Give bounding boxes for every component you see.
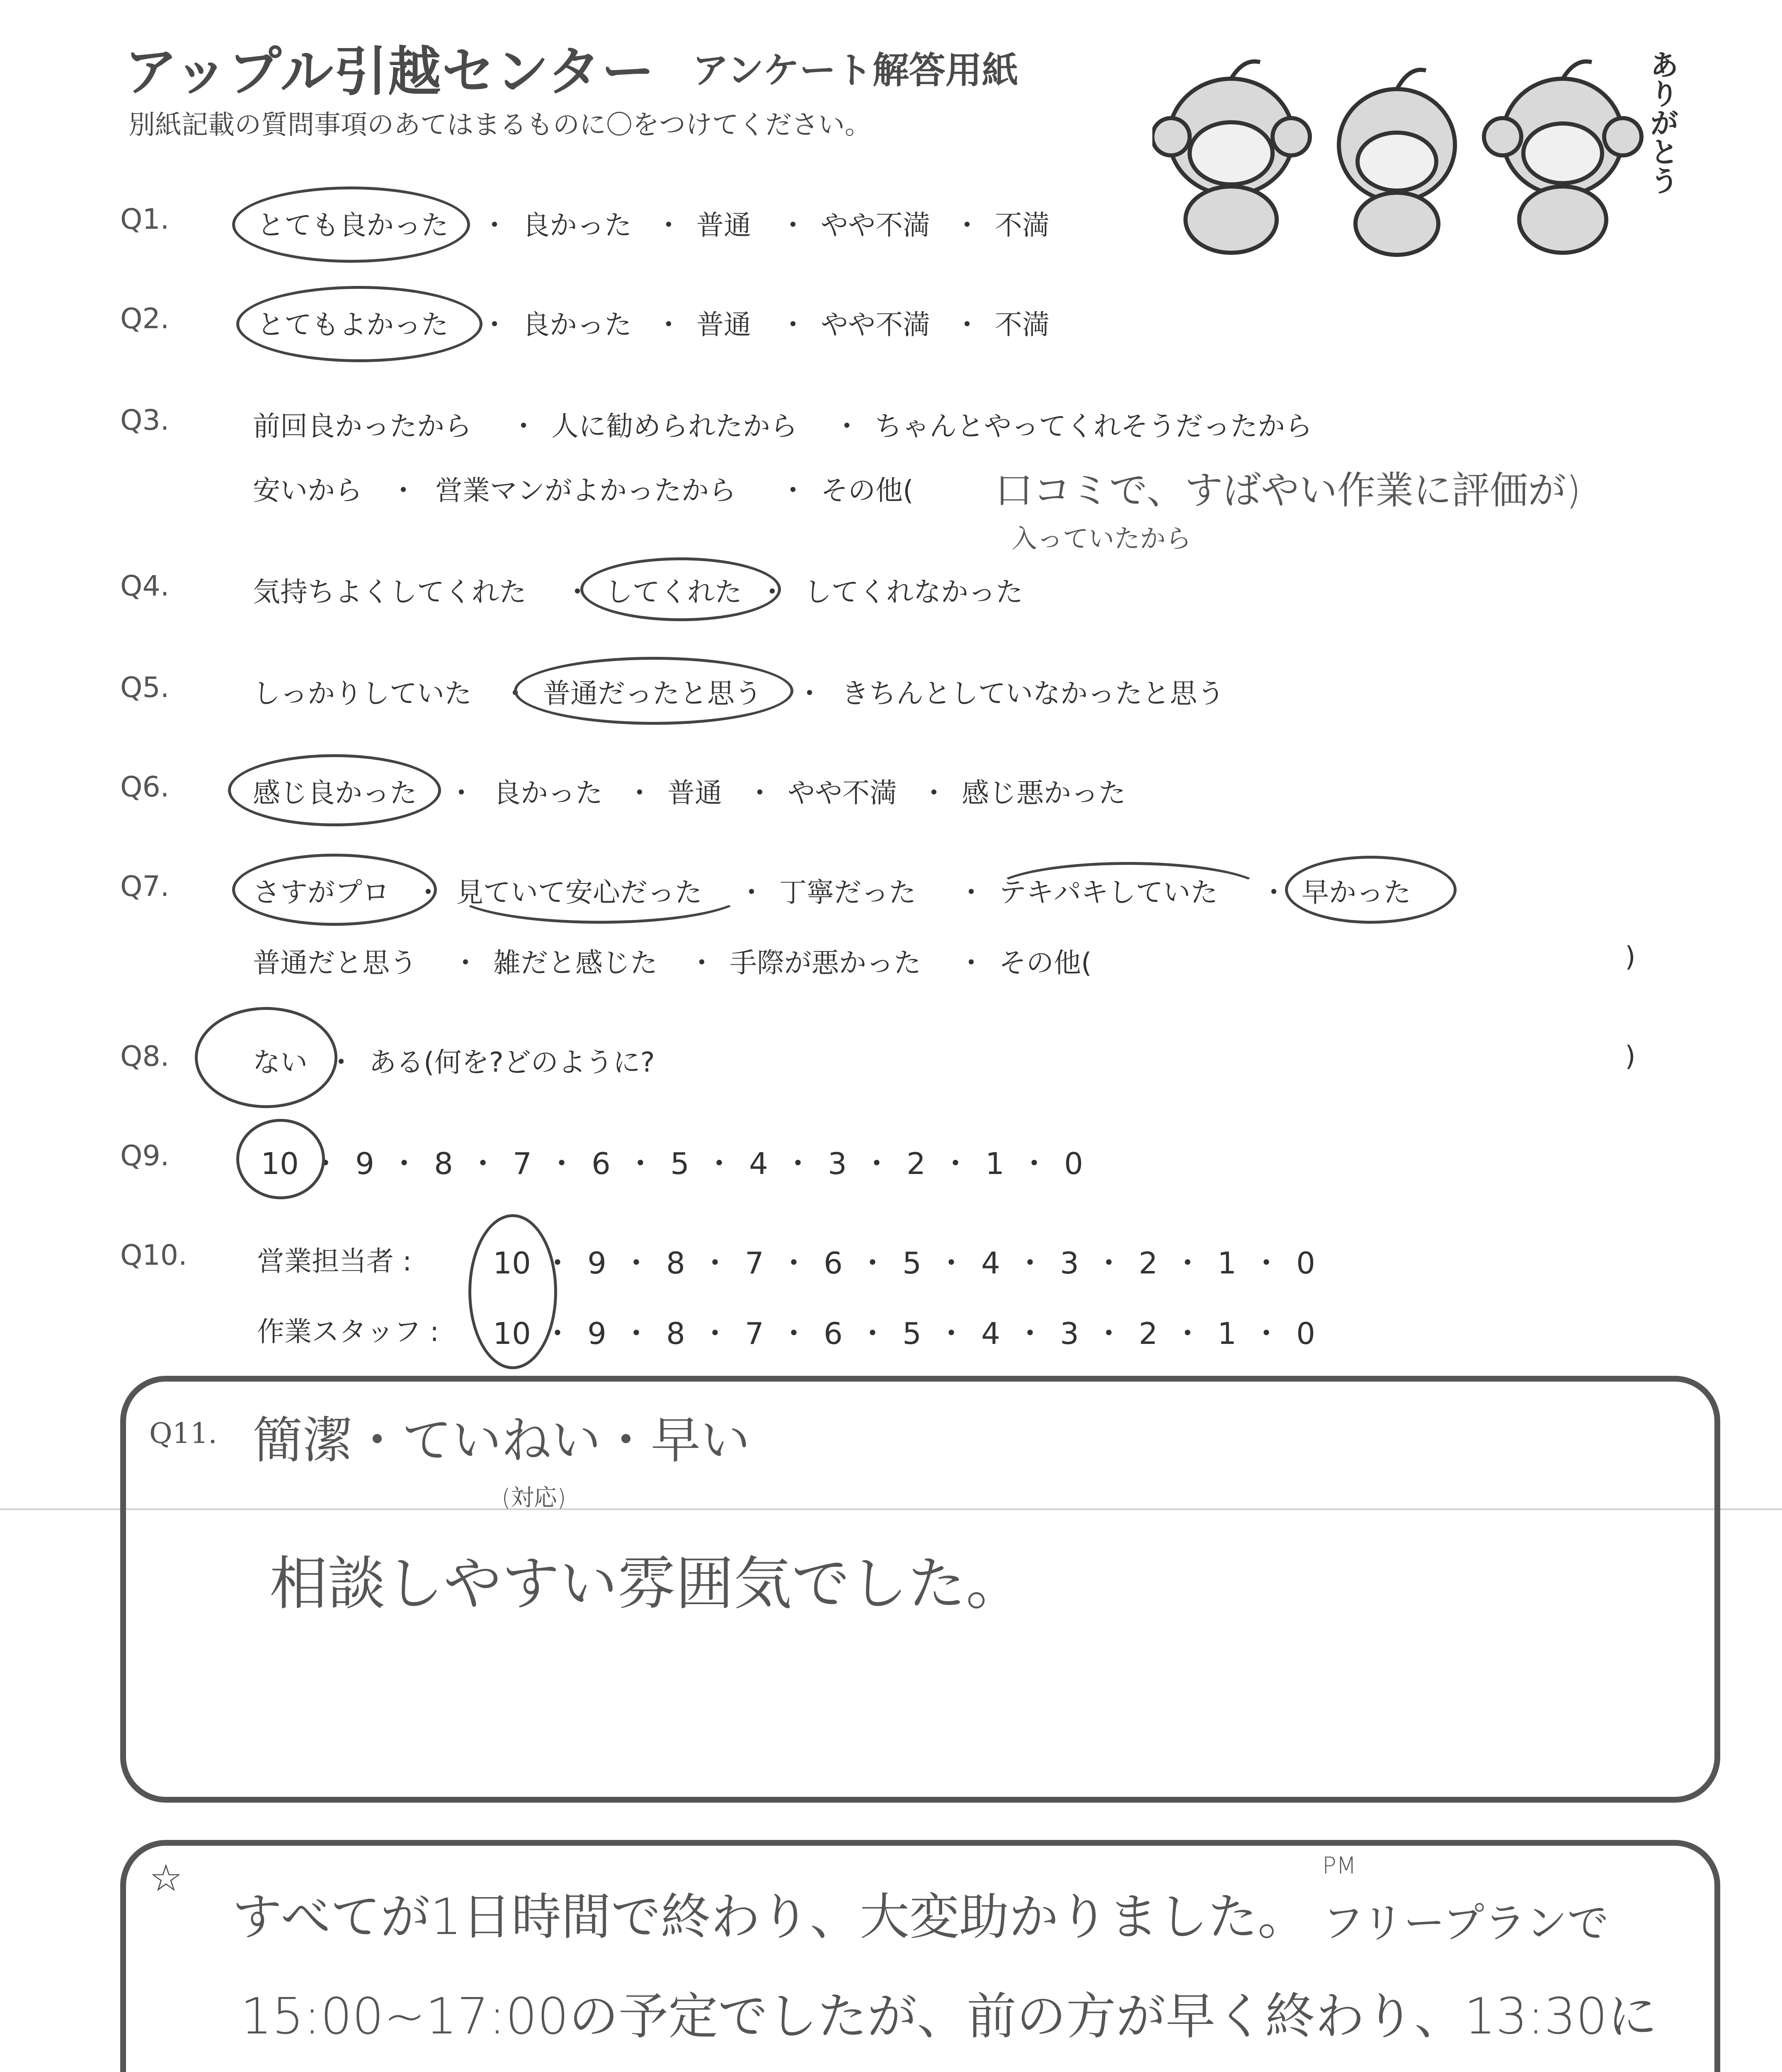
q2-option-4[interactable]: やや不満 xyxy=(821,309,930,341)
scale-option-3[interactable]: 3 xyxy=(1060,1246,1079,1280)
q7-option-1[interactable]: さすがプロ xyxy=(253,876,390,908)
separator: ・ xyxy=(1251,1316,1281,1351)
q8-label: Q8. xyxy=(120,1040,170,1073)
q7-option-6[interactable]: 普通だと思う xyxy=(253,947,417,979)
scale-option-1[interactable]: 1 xyxy=(985,1146,1004,1181)
q6-option-4[interactable]: やや不満 xyxy=(788,777,897,809)
q8-option-1[interactable]: ない xyxy=(253,1046,308,1078)
scale-option-3[interactable]: 3 xyxy=(1060,1316,1079,1351)
separator: ・ xyxy=(1015,1316,1045,1351)
scale-option-7[interactable]: 7 xyxy=(513,1146,532,1181)
separator: ・ xyxy=(310,1146,340,1181)
scale-option-10[interactable]: 10 xyxy=(493,1246,531,1280)
separator: ・ xyxy=(779,309,807,341)
separator: ・ xyxy=(936,1316,966,1351)
separator: ・ xyxy=(1093,1316,1124,1351)
separator: ・ xyxy=(857,1246,887,1280)
q3-option-other[interactable]: その他( xyxy=(821,474,914,506)
selection-circle xyxy=(232,186,470,263)
q2-option-2[interactable]: 良かった xyxy=(522,309,632,341)
separator: ・ xyxy=(468,1146,498,1181)
scale-option-10[interactable]: 10 xyxy=(261,1146,299,1181)
separator: ・ xyxy=(655,309,682,341)
thanks-text: ありがとう xyxy=(1645,50,1679,195)
q9-scale[interactable] xyxy=(257,1140,1090,1183)
q4-option-2[interactable]: してくれた xyxy=(605,576,742,608)
monkey-icon xyxy=(1152,61,1310,253)
separator: ・ xyxy=(759,576,786,608)
scale-option-2[interactable]: 2 xyxy=(907,1146,926,1181)
scale-option-4[interactable]: 4 xyxy=(981,1316,1000,1351)
scale-option-0[interactable]: 0 xyxy=(1296,1316,1315,1351)
instruction-text: 別紙記載の質問事項のあてはまるものに〇をつけてください。 xyxy=(128,110,871,140)
q5-option-3[interactable]: きちんとしていなかったと思う xyxy=(841,678,1224,709)
q2-label: Q2. xyxy=(120,303,170,335)
scale-option-7[interactable]: 7 xyxy=(745,1246,764,1280)
q7-option-4[interactable]: テキパキしていた xyxy=(999,876,1218,908)
separator: ・ xyxy=(861,1146,892,1181)
q4-option-3[interactable]: してくれなかった xyxy=(804,576,1023,608)
scale-option-7[interactable]: 7 xyxy=(745,1316,764,1351)
scale-option-4[interactable]: 4 xyxy=(749,1146,768,1181)
scale-option-2[interactable]: 2 xyxy=(1139,1246,1158,1280)
q1-option-1[interactable]: とても良かった xyxy=(257,209,449,241)
q3-other-handwritten-2: 入っていたから xyxy=(1011,523,1192,554)
separator: ・ xyxy=(779,209,807,241)
q11-label: Q11. xyxy=(149,1417,217,1450)
q7-option-7[interactable]: 雑だと感じた xyxy=(493,947,657,979)
monkey-icon xyxy=(1339,70,1455,255)
scale-option-6[interactable]: 6 xyxy=(824,1246,843,1280)
separator: ・ xyxy=(857,1316,887,1351)
selection-circle xyxy=(514,657,793,725)
star-icon: ☆ xyxy=(149,1857,183,1900)
scale-option-9[interactable]: 9 xyxy=(587,1246,606,1280)
q5-option-2[interactable]: 普通だったと思う xyxy=(543,678,762,709)
separator: ・ xyxy=(953,309,981,341)
q6-label: Q6. xyxy=(120,771,170,804)
separator: ・ xyxy=(546,1146,577,1181)
scale-option-1[interactable]: 1 xyxy=(1217,1246,1236,1280)
scale-option-9[interactable]: 9 xyxy=(355,1146,374,1181)
scale-option-5[interactable]: 5 xyxy=(902,1316,921,1351)
scale-option-8[interactable]: 8 xyxy=(434,1146,453,1181)
separator: ・ xyxy=(389,1146,419,1181)
comment-line1b: フリープランで xyxy=(1322,1899,1609,1947)
separator: ・ xyxy=(936,1246,966,1280)
separator: ・ xyxy=(1172,1316,1203,1351)
separator: ・ xyxy=(700,1316,730,1351)
q1-label: Q1. xyxy=(120,203,170,236)
q1-option-5[interactable]: 不満 xyxy=(995,209,1050,241)
q11-handwritten-note: (対応) xyxy=(502,1484,566,1511)
separator: ・ xyxy=(542,1246,572,1280)
separator: ・ xyxy=(700,1246,730,1280)
comment-line2: 15:00~17:00の予定でしたが、前の方が早く終わり、13:30に xyxy=(240,1988,1658,2045)
separator: ・ xyxy=(510,410,537,442)
q3-other-handwritten: 口コミで、すばやい作業に評価が) xyxy=(995,468,1581,513)
separator: ・ xyxy=(779,474,807,506)
scale-option-2[interactable]: 2 xyxy=(1139,1316,1158,1351)
q7-option-8[interactable]: 手際が悪かった xyxy=(730,947,921,979)
q6-option-3[interactable]: 普通 xyxy=(667,777,722,809)
separator: ・ xyxy=(778,1246,809,1280)
separator: ・ xyxy=(778,1316,809,1351)
selection-circle xyxy=(232,854,437,926)
scale-option-6[interactable]: 6 xyxy=(592,1146,611,1181)
q6-option-1[interactable]: 感じ良かった xyxy=(253,777,417,809)
separator: ・ xyxy=(621,1246,651,1280)
q10-staff-label: 作業スタッフ : xyxy=(257,1316,439,1348)
q10-label: Q10. xyxy=(120,1239,187,1272)
q4-option-1[interactable]: 気持ちよくしてくれた xyxy=(253,576,526,608)
q10-sales-scale[interactable] xyxy=(489,1239,1322,1282)
separator: ・ xyxy=(626,777,653,809)
separator: ・ xyxy=(415,876,442,908)
separator: ・ xyxy=(1172,1246,1203,1280)
separator: ・ xyxy=(327,1046,355,1078)
separator: ・ xyxy=(746,777,773,809)
separator: ・ xyxy=(448,777,475,809)
separator: ・ xyxy=(1019,1146,1049,1181)
scale-option-5[interactable]: 5 xyxy=(902,1246,921,1280)
q3-option-3[interactable]: ちゃんとやってくれそうだったから xyxy=(875,410,1312,442)
separator: ・ xyxy=(958,947,985,979)
q4-label: Q4. xyxy=(120,570,170,603)
q10-sales-label: 営業担当者 : xyxy=(257,1245,412,1277)
separator: ・ xyxy=(953,209,981,241)
scale-option-8[interactable]: 8 xyxy=(666,1246,685,1280)
q7-close-paren: ) xyxy=(1625,941,1636,973)
separator: ・ xyxy=(688,947,715,979)
scale-option-5[interactable]: 5 xyxy=(670,1146,689,1181)
selection-circle xyxy=(468,1214,557,1369)
separator: ・ xyxy=(958,876,985,908)
separator: ・ xyxy=(625,1146,655,1181)
comment-pm-note: PM xyxy=(1322,1852,1357,1879)
selection-circle xyxy=(236,286,482,362)
survey-title: アップル引越センター xyxy=(124,41,655,103)
separator: ・ xyxy=(655,209,682,241)
monkey-icon xyxy=(1484,61,1641,253)
q5-option-1[interactable]: しっかりしていた xyxy=(253,678,472,709)
scale-option-3[interactable]: 3 xyxy=(828,1146,847,1181)
comment-line1: すべてが1日時間で終わり、大変助かりました。 xyxy=(232,1888,1307,1946)
selection-circle xyxy=(236,1119,325,1199)
separator: ・ xyxy=(796,678,823,709)
scale-option-8[interactable]: 8 xyxy=(666,1316,685,1351)
separator: ・ xyxy=(1093,1246,1124,1280)
q3-label: Q3. xyxy=(120,404,170,437)
scale-option-9[interactable]: 9 xyxy=(587,1316,606,1351)
scale-option-4[interactable]: 4 xyxy=(981,1246,1000,1280)
survey-subtitle: アンケート解答用紙 xyxy=(692,49,1018,92)
separator: ・ xyxy=(1260,876,1287,908)
q10-staff-scale[interactable] xyxy=(489,1310,1322,1353)
separator: ・ xyxy=(940,1146,970,1181)
q11-handwritten-line1: 簡潔・ていねい・早い xyxy=(253,1412,750,1469)
scale-option-0[interactable]: 0 xyxy=(1296,1246,1315,1280)
separator: ・ xyxy=(621,1316,651,1351)
separator: ・ xyxy=(783,1146,813,1181)
mascot-illustration xyxy=(1152,25,1700,257)
separator: ・ xyxy=(920,777,948,809)
q7-option-other[interactable]: その他( xyxy=(999,947,1092,979)
q6-option-5[interactable]: 感じ悪かった xyxy=(962,777,1126,809)
q8-option-2[interactable]: ある(何を?どのように? xyxy=(369,1046,655,1078)
q3-option-2[interactable]: 人に勧められたから xyxy=(551,410,798,442)
q7-option-3[interactable]: 丁寧だった xyxy=(779,876,916,908)
q2-option-3[interactable]: 普通 xyxy=(696,309,751,341)
q9-label: Q9. xyxy=(120,1140,170,1172)
scale-option-10[interactable]: 10 xyxy=(493,1316,531,1351)
q7-option-5[interactable]: 早かった xyxy=(1302,876,1411,908)
selection-circle xyxy=(1285,856,1457,924)
q8-close-paren: ) xyxy=(1625,1040,1636,1072)
separator: ・ xyxy=(502,678,529,709)
scale-option-6[interactable]: 6 xyxy=(824,1316,843,1351)
q1-option-4[interactable]: やや不満 xyxy=(821,209,930,241)
separator: ・ xyxy=(738,876,765,908)
separator: ・ xyxy=(542,1316,572,1351)
q2-option-1[interactable]: とてもよかった xyxy=(257,309,449,341)
selection-circle xyxy=(228,754,441,826)
q5-label: Q5. xyxy=(120,671,170,704)
q3-option-5[interactable]: 営業マンがよかったから xyxy=(435,474,736,506)
selection-underline xyxy=(452,860,748,924)
scale-option-1[interactable]: 1 xyxy=(1217,1316,1236,1351)
selection-circle xyxy=(195,1007,337,1108)
separator: ・ xyxy=(390,474,417,506)
selection-overline xyxy=(991,862,1266,922)
q11-handwritten-line2: 相談しやすい雰囲気でした。 xyxy=(269,1550,1024,1618)
selection-circle xyxy=(580,557,781,621)
q3-option-4[interactable]: 安いから xyxy=(253,474,362,506)
q1-option-3[interactable]: 普通 xyxy=(696,209,751,241)
q3-option-1[interactable]: 前回良かったから xyxy=(253,410,472,442)
separator: ・ xyxy=(1251,1246,1281,1280)
q7-label: Q7. xyxy=(120,870,170,903)
q7-option-2[interactable]: 見ていて安心だった xyxy=(456,876,702,908)
separator: ・ xyxy=(481,309,508,341)
separator: ・ xyxy=(1015,1246,1045,1280)
separator: ・ xyxy=(704,1146,734,1181)
separator: ・ xyxy=(564,576,591,608)
q1-option-2[interactable]: 良かった xyxy=(522,209,632,241)
separator: ・ xyxy=(833,410,861,442)
q6-option-2[interactable]: 良かった xyxy=(493,777,603,809)
scale-option-0[interactable]: 0 xyxy=(1064,1146,1083,1181)
separator: ・ xyxy=(481,209,508,241)
q2-option-5[interactable]: 不満 xyxy=(995,309,1050,341)
separator: ・ xyxy=(452,947,479,979)
